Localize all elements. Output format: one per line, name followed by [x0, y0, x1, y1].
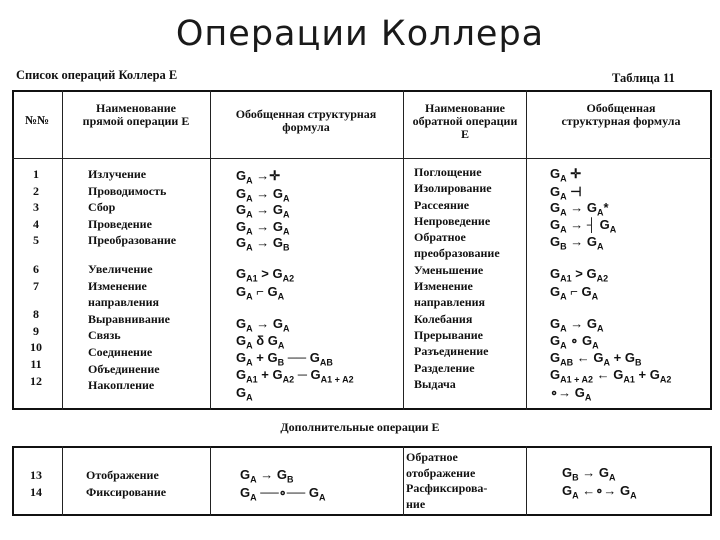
formula-separation: $G_{A1 + A2}$ ← $G_{A1} + G_{A2}$	[550, 367, 672, 385]
direct-op: Отображение	[86, 468, 159, 482]
inverse-op: ние	[406, 496, 426, 511]
row-number: 12	[30, 373, 42, 388]
inverse-op: Разъединение	[414, 344, 489, 359]
row-number: 2	[33, 183, 39, 198]
direct-op: Проводимость	[88, 183, 167, 198]
spacer	[88, 249, 176, 261]
direct-op: Фиксирование	[86, 484, 167, 499]
formula-disconnection: $G_{AB}$ ← $G_A + G_B$	[550, 350, 642, 368]
formula-conduction: $G_A \to G_A$	[236, 186, 290, 204]
formula-nonconduction: $G_A$ → ┤ $G_A$	[550, 217, 617, 235]
formula-alignment: $G_A \to G_A$	[236, 316, 290, 334]
column-divider	[403, 90, 404, 410]
header-inverse-name: Наименование обратной операции Е	[412, 101, 518, 141]
formula-mapping: $G_A \to G_B$	[240, 467, 294, 485]
direct-op: Сбор	[88, 200, 116, 215]
spacer	[18, 294, 54, 306]
spacer	[18, 249, 54, 261]
formula-decrease: $G_{A1} > G_{A2}$	[550, 266, 609, 284]
formula-scattering: $G_A \to G_A*$	[550, 200, 609, 218]
inverse-op: Поглощение	[414, 165, 482, 179]
inverse-op: Уменьшение	[414, 262, 484, 277]
inverse-op: Рассеяние	[414, 197, 470, 212]
inverse-op: отображение	[406, 465, 476, 480]
column-divider	[526, 446, 527, 516]
formula-inverse-transformation: $G_B \to G_A$	[550, 234, 604, 252]
inverse-op: Непроведение	[414, 213, 491, 228]
additional-inverse	[406, 450, 487, 512]
formula-inverse-mapping: $G_B \to G_A$	[562, 465, 616, 483]
direct-op: направления	[88, 295, 160, 310]
formula-accumulation: $G_A$	[236, 385, 253, 403]
inverse-op: направления	[414, 295, 486, 310]
direct-op: Увеличение	[88, 261, 153, 276]
additional-title: Дополнительные операции Е	[280, 420, 440, 434]
direct-op: Накопление	[88, 378, 155, 393]
formula-radiation: $G_A$ →✛	[236, 168, 281, 186]
formula-unfixation: $G_A$ ←∘→ $G_A$	[562, 483, 637, 501]
direct-op: Излучение	[88, 167, 147, 181]
formula-collection: $G_A \to G_A$	[236, 202, 290, 220]
inverse-op: Расфиксирова-	[406, 481, 488, 495]
additional-numbers	[18, 467, 54, 500]
column-divider	[62, 90, 63, 410]
direct-op: Проведение	[88, 216, 152, 231]
row-number: 7	[33, 278, 39, 293]
formula-increase: $G_{A1} > G_{A2}$	[236, 266, 295, 284]
inverse-op: Разделение	[414, 360, 475, 375]
row-number: 14	[30, 484, 42, 499]
row-number: 3	[33, 200, 39, 215]
row-number: 8	[33, 307, 39, 322]
inverse-op: Обратное	[414, 230, 466, 245]
inverse-op: Изменение	[414, 279, 473, 294]
inverse-op: Выдача	[414, 376, 456, 391]
row-number: 1	[33, 167, 39, 181]
row-number: 13	[30, 468, 42, 482]
row-number: 5	[33, 233, 39, 248]
header-inverse-formula: Обобщенная структурная формула	[561, 101, 681, 128]
direct-op: Соединение	[88, 344, 153, 359]
inverse-operations	[414, 164, 500, 392]
direct-operations	[88, 166, 176, 394]
direct-op: Преобразование	[88, 233, 177, 248]
inverse-op: Колебания	[414, 311, 473, 326]
row-number: 11	[30, 356, 42, 371]
row-numbers	[18, 166, 54, 389]
inverse-op: Прерывание	[414, 327, 484, 342]
additional-direct	[86, 467, 166, 500]
row-number: 9	[33, 323, 39, 338]
formula-redirection: $G_A$ ⌐ $G_A$	[236, 284, 285, 302]
formula-transmission: $G_A \to G_A$	[236, 219, 290, 237]
formula-output: ∘→ $G_A$	[550, 385, 592, 403]
formula-transformation: $G_A \to G_B$	[236, 235, 290, 253]
direct-op: Выравнивание	[88, 311, 170, 326]
inverse-op: преобразование	[414, 246, 500, 261]
formula-interruption: $G_A$ ∘ $G_A$	[550, 333, 599, 351]
column-divider	[526, 90, 527, 410]
table-number: Таблица 11	[612, 71, 675, 85]
direct-op: Объединение	[88, 361, 160, 376]
formula-inverse-redirection: $G_A$ ⌐ $G_A$	[550, 284, 599, 302]
column-divider	[62, 446, 63, 516]
formula-connection: $G_A + G_B$ ── $G_{AB}$	[236, 350, 333, 368]
header-divider	[12, 158, 712, 159]
column-divider	[210, 90, 211, 410]
column-divider	[403, 446, 404, 516]
inverse-op: Обратное	[406, 450, 458, 464]
formula-isolation: $G_A$ ⊣	[550, 184, 582, 202]
row-number: 10	[30, 340, 42, 355]
formula-union: $G_{A1} + G_{A2}$ ─ $G_{A1 + A2}$	[236, 367, 354, 385]
formula-absorption: $G_A$ ✛	[550, 166, 582, 184]
header-num: №№	[24, 113, 50, 127]
formula-link: $G_A$ δ $G_A$	[236, 333, 285, 351]
inverse-op: Изолирование	[414, 181, 492, 196]
row-number: 6	[33, 261, 39, 276]
row-number: 4	[33, 216, 39, 231]
header-direct-name: Наименование прямой операции Е	[82, 101, 190, 128]
direct-op: Связь	[88, 328, 121, 343]
table-caption: Список операций Коллера Е	[16, 68, 178, 82]
header-direct-formula: Обобщенная структурная формула	[235, 107, 377, 134]
slide-title: Операции Коллера	[175, 14, 545, 54]
column-divider	[210, 446, 211, 516]
direct-op: Изменение	[88, 278, 147, 293]
formula-fixation: $G_A$ ──∘── $G_A$	[240, 485, 326, 503]
formula-oscillation: $G_A \to G_A$	[550, 316, 604, 334]
